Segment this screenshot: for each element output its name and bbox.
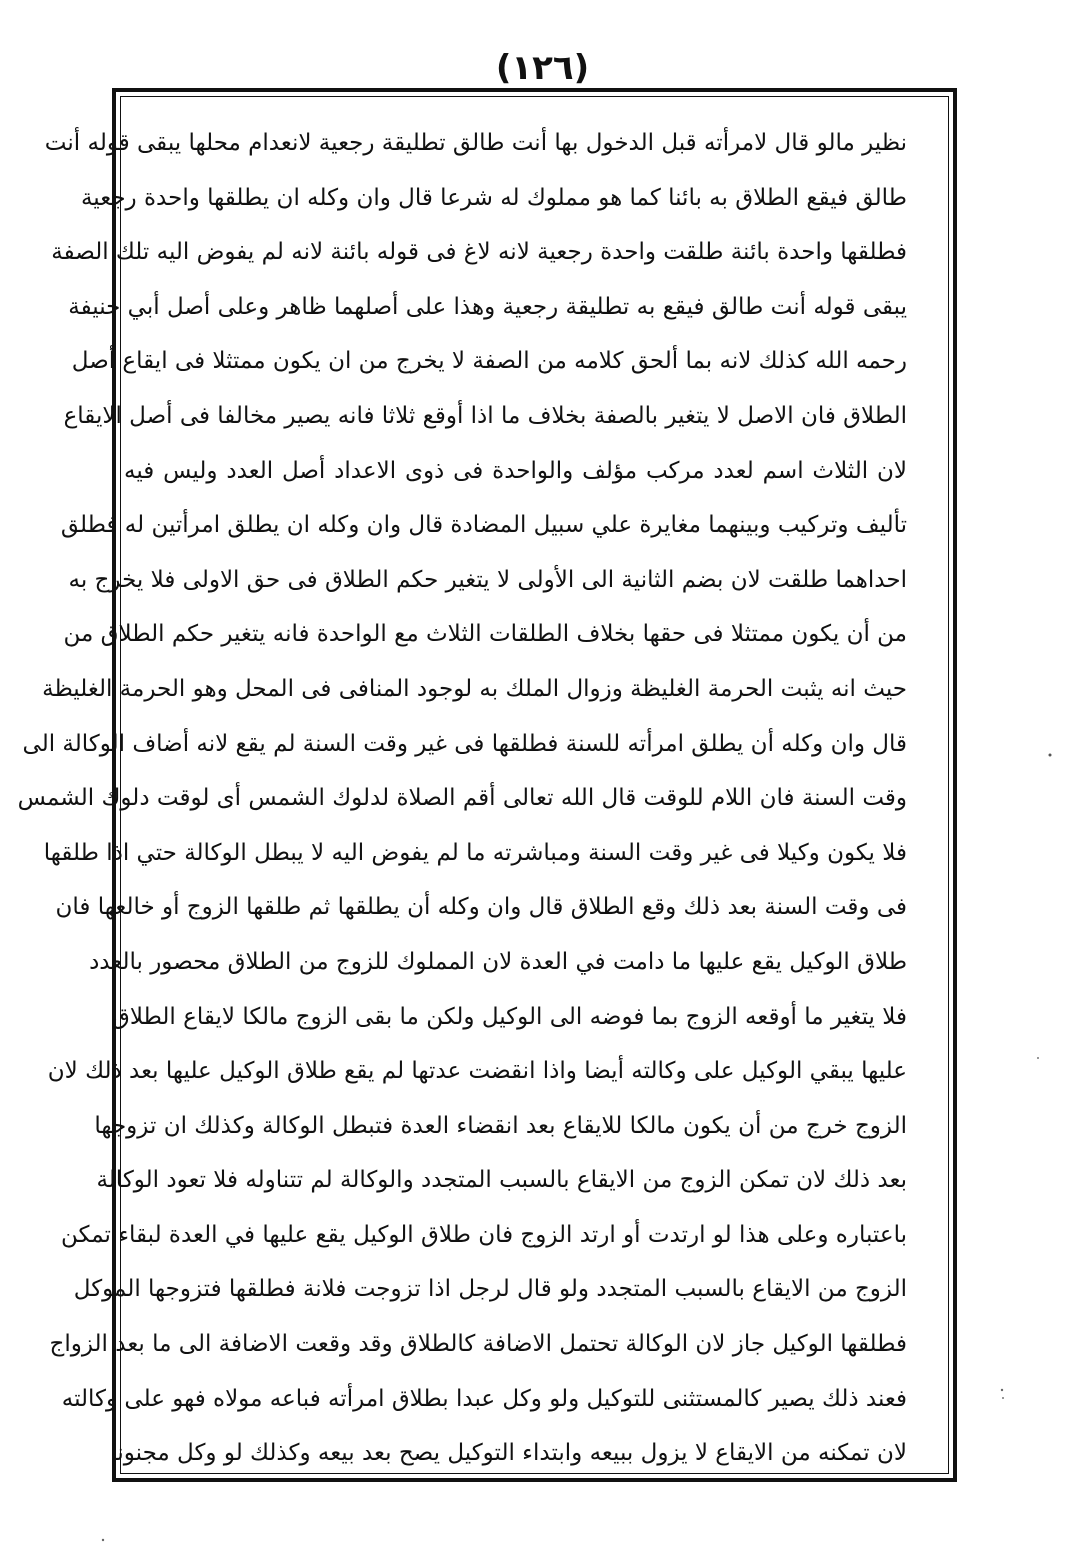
text-line: لان تمكنه من الايقاع لا يزول ببيعه وابتداء التوكيل يصح بعد بيعه وكذلك لو وكل مجنونا [110,1440,907,1467]
text-line: نظير مالو قال لامرأته قبل الدخول بها أنت طالق تطليقة رجعية لانعدام محلها يبقى قوله أنت [44,130,907,156]
text-line: طلاق الوكيل يقع عليها ما دامت في العدة لان المملوك للزوج من الطلاق محصور بالعدد [89,948,907,975]
text-line: فلا يتغير ما أوقعه الزوج بما فوضه الى الوكيل ولكن ما بقى الزوج مالكا لايقاع الطلاق [111,1003,907,1030]
text-line: احداهما طلقت لان بضم الثانية الى الأولى لا يتغير حكم الطلاق فى حق الاولى فلا يخرج به [68,566,907,593]
text-line: وقت السنة فان اللام للوقت قال الله تعالى أقم الصلاة لدلوك الشمس أى لوقت دلوك الشمس [17,785,907,812]
text-line: عليها يبقي الوكيل على وكالته أيضا واذا انقضت عدتها لم يقع طلاق الوكيل عليها بعد ذلك لان [47,1058,907,1085]
text-line: طالق فيقع الطلاق به بائنا كما هو مملوك له شرعا قال وان وكله ان يطلقها واحدة رجعية [80,184,907,211]
text-line: فعند ذلك يصير كالمستثنى للتوكيل ولو وكل عبدا بطلاق امرأته فباعه مولاه فهو على وكالته [61,1385,907,1412]
text-line: الزوج خرج من أن يكون مالكا للايقاع بعد انقضاء العدة فتبطل الوكالة وكذلك ان تزوجها [94,1112,907,1139]
text-line: يبقى قوله أنت طالق فيقع به تطليقة رجعية وهذا على أصلهما ظاهر وعلى أصل أبي حنيفة [68,293,907,320]
text-line: من أن يكون ممتثلا فى حقها بخلاف الطلقات الثلاث مع الواحدة فانه يتغير حكم الطلاق من [63,621,907,648]
text-line: فطلقها واحدة بائنة طلقت واحدة رجعية لانه لاغ فى قوله بائنة لانه لم يفوض اليه تلك الصفة [51,239,907,266]
page-number: (١٢٦) [495,48,590,88]
text-line: لان الثلاث اسم لعدد مركب مؤلف والواحدة فى ذوى الاعداد أصل العدد وليس فيه [124,457,907,484]
text-line: باعتباره وعلى هذا لو ارتدت أو ارتد الزوج فان طلاق الوكيل يقع عليها في العدة لبقاء تمكن [60,1221,907,1248]
text-line: قال وان وكله أن يطلق امرأته للسنة فطلقها فى غير وقت السنة لم يقع لانه أضاف الوكالة الى [22,730,907,757]
text-line: رحمه الله كذلك لانه بما ألحق كلامه من الصفة لا يخرج من ان يكون ممتثلا فى ايقاع أصل [71,348,907,375]
text-line: الزوج من الايقاع بالسبب المتجدد ولو قال لرجل اذا تزوجت فلانة فطلقها فتزوجها الموكل [73,1276,907,1303]
text-line: تأليف وتركيب وبينهما مغايرة علي سبيل المضادة قال وان وكله ان يطلق امرأتين له فطلق [60,512,907,539]
text-line: فلا يكون وكيلا فى غير وقت السنة ومباشرته ما لم يفوض اليه لا يبطل الوكالة حتي اذا طلقها [43,839,907,866]
body-text [17,116,907,1481]
text-line: فطلقها الوكيل جاز لان الوكالة تحتمل الاضافة كالطلاق وقد وقعت الاضافة الى ما بعد الزواج [49,1331,907,1358]
text-line: فى وقت السنة بعد ذلك وقع الطلاق قال وان وكله أن يطلقها ثم طلقها الزوج أو خالعها فان [55,894,907,921]
text-line: حيث انه يثبت الحرمة الغليظة وزوال الملك به لوجود المنافى فى المحل وهو الحرمة الغليظة [42,675,907,702]
text-line: بعد ذلك لان تمكن الزوج من الايقاع بالسبب المتجدد والوكالة لم تتناوله فلا تعود الوكالة [96,1167,907,1194]
text-line: الطلاق فان الاصل لا يتغير بالصفة بخلاف ما اذا أوقع ثلاثا فانه يصير مخالفا فى أصل الايقاع [63,402,907,429]
